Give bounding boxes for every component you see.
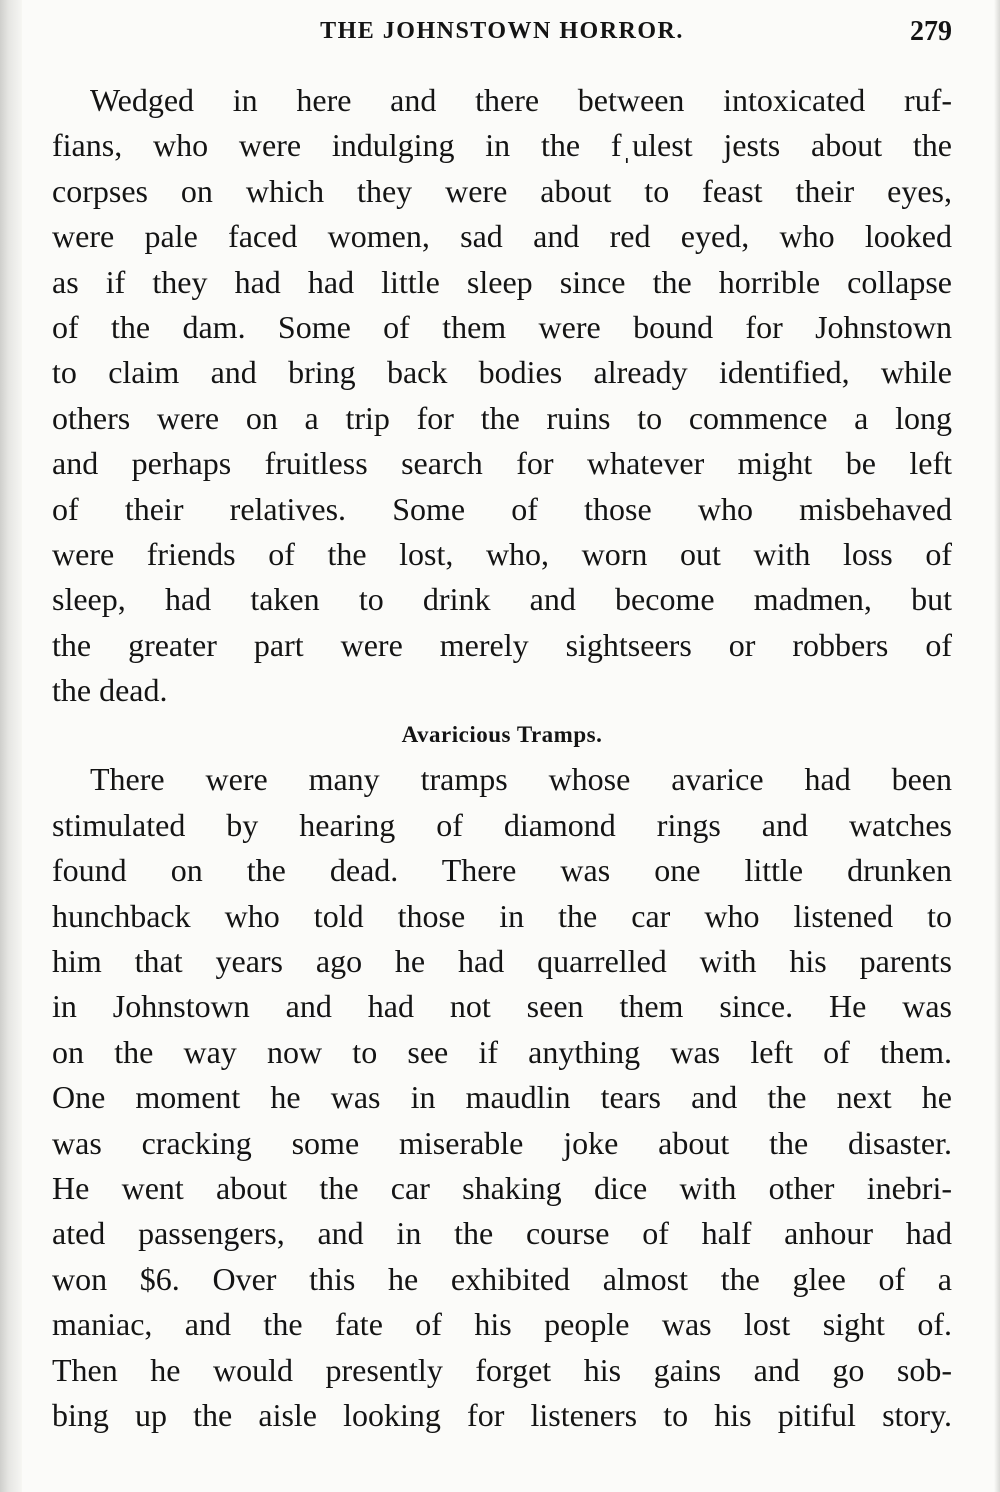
text-line: There were many tramps whose avarice had been (90, 761, 952, 798)
text-line: corpses on which they were about to feast their eyes, (52, 172, 952, 209)
text-line: as if they had had little sleep since the horrible collapse (52, 263, 952, 300)
text-line: was cracking some miserable joke about the disaster. (52, 1124, 952, 1161)
text-line: the dead. (52, 672, 168, 709)
text-line: Wedged in here and there between intoxicated ruf- (90, 82, 952, 118)
text-line: bing up the aisle looking for listeners to his pitiful story. (52, 1396, 952, 1433)
text-line: maniac, and the fate of his people was lost sight of. (52, 1306, 952, 1343)
page-edge-shadow (994, 0, 1000, 1492)
text-line: of the dam. Some of them were bound for Johnstown (52, 308, 952, 345)
page-gutter-shadow (0, 0, 22, 1492)
paragraph-1 (52, 78, 952, 713)
text-line: One moment he was in maudlin tears and the next he (52, 1079, 952, 1116)
text-line: ated passengers, and in the course of half anhour had (52, 1215, 952, 1252)
text-line: others were on a trip for the ruins to commence a long (52, 399, 952, 436)
text-line: won $6. Over this he exhibited almost the glee of a (52, 1260, 952, 1297)
text-line: were friends of the lost, who, worn out with loss of (52, 535, 952, 572)
text-line: Then he would presently forget his gains and go sob- (52, 1351, 952, 1388)
text-line: found on the dead. There was one little drunken (52, 852, 952, 889)
paragraph-2 (52, 757, 952, 1438)
text-line: on the way now to see if anything was left of them. (52, 1033, 952, 1070)
section-heading: Avaricious Tramps. (401, 722, 603, 748)
text-line: hunchback who told those in the car who listened to (52, 897, 952, 934)
text-line: and perhaps fruitless search for whatever might be left (52, 445, 952, 482)
text-line: the greater part were merely sightseers or robbers of (52, 626, 952, 663)
text-line: to claim and bring back bodies already identified, while (52, 354, 952, 391)
text-line: him that years ago he had quarrelled with his parents (52, 943, 952, 980)
text-line: stimulated by hearing of diamond rings and watches (52, 806, 952, 843)
text-line: He went about the car shaking dice with other inebri- (52, 1169, 952, 1206)
text-line: fians, who were indulging in the fˌulest jests about the (52, 127, 952, 164)
text-line: of their relatives. Some of those who misbehaved (52, 490, 952, 527)
running-title: THE JOHNSTOWN HORROR. (320, 18, 684, 44)
body-text (52, 78, 952, 1438)
text-line: sleep, had taken to drink and become madmen, but (52, 581, 952, 618)
running-head (52, 14, 952, 54)
page-number: 279 (910, 16, 952, 47)
text-line: in Johnstown and had not seen them since. He was (52, 988, 952, 1025)
text-line: were pale faced women, sad and red eyed, who looked (52, 218, 952, 255)
